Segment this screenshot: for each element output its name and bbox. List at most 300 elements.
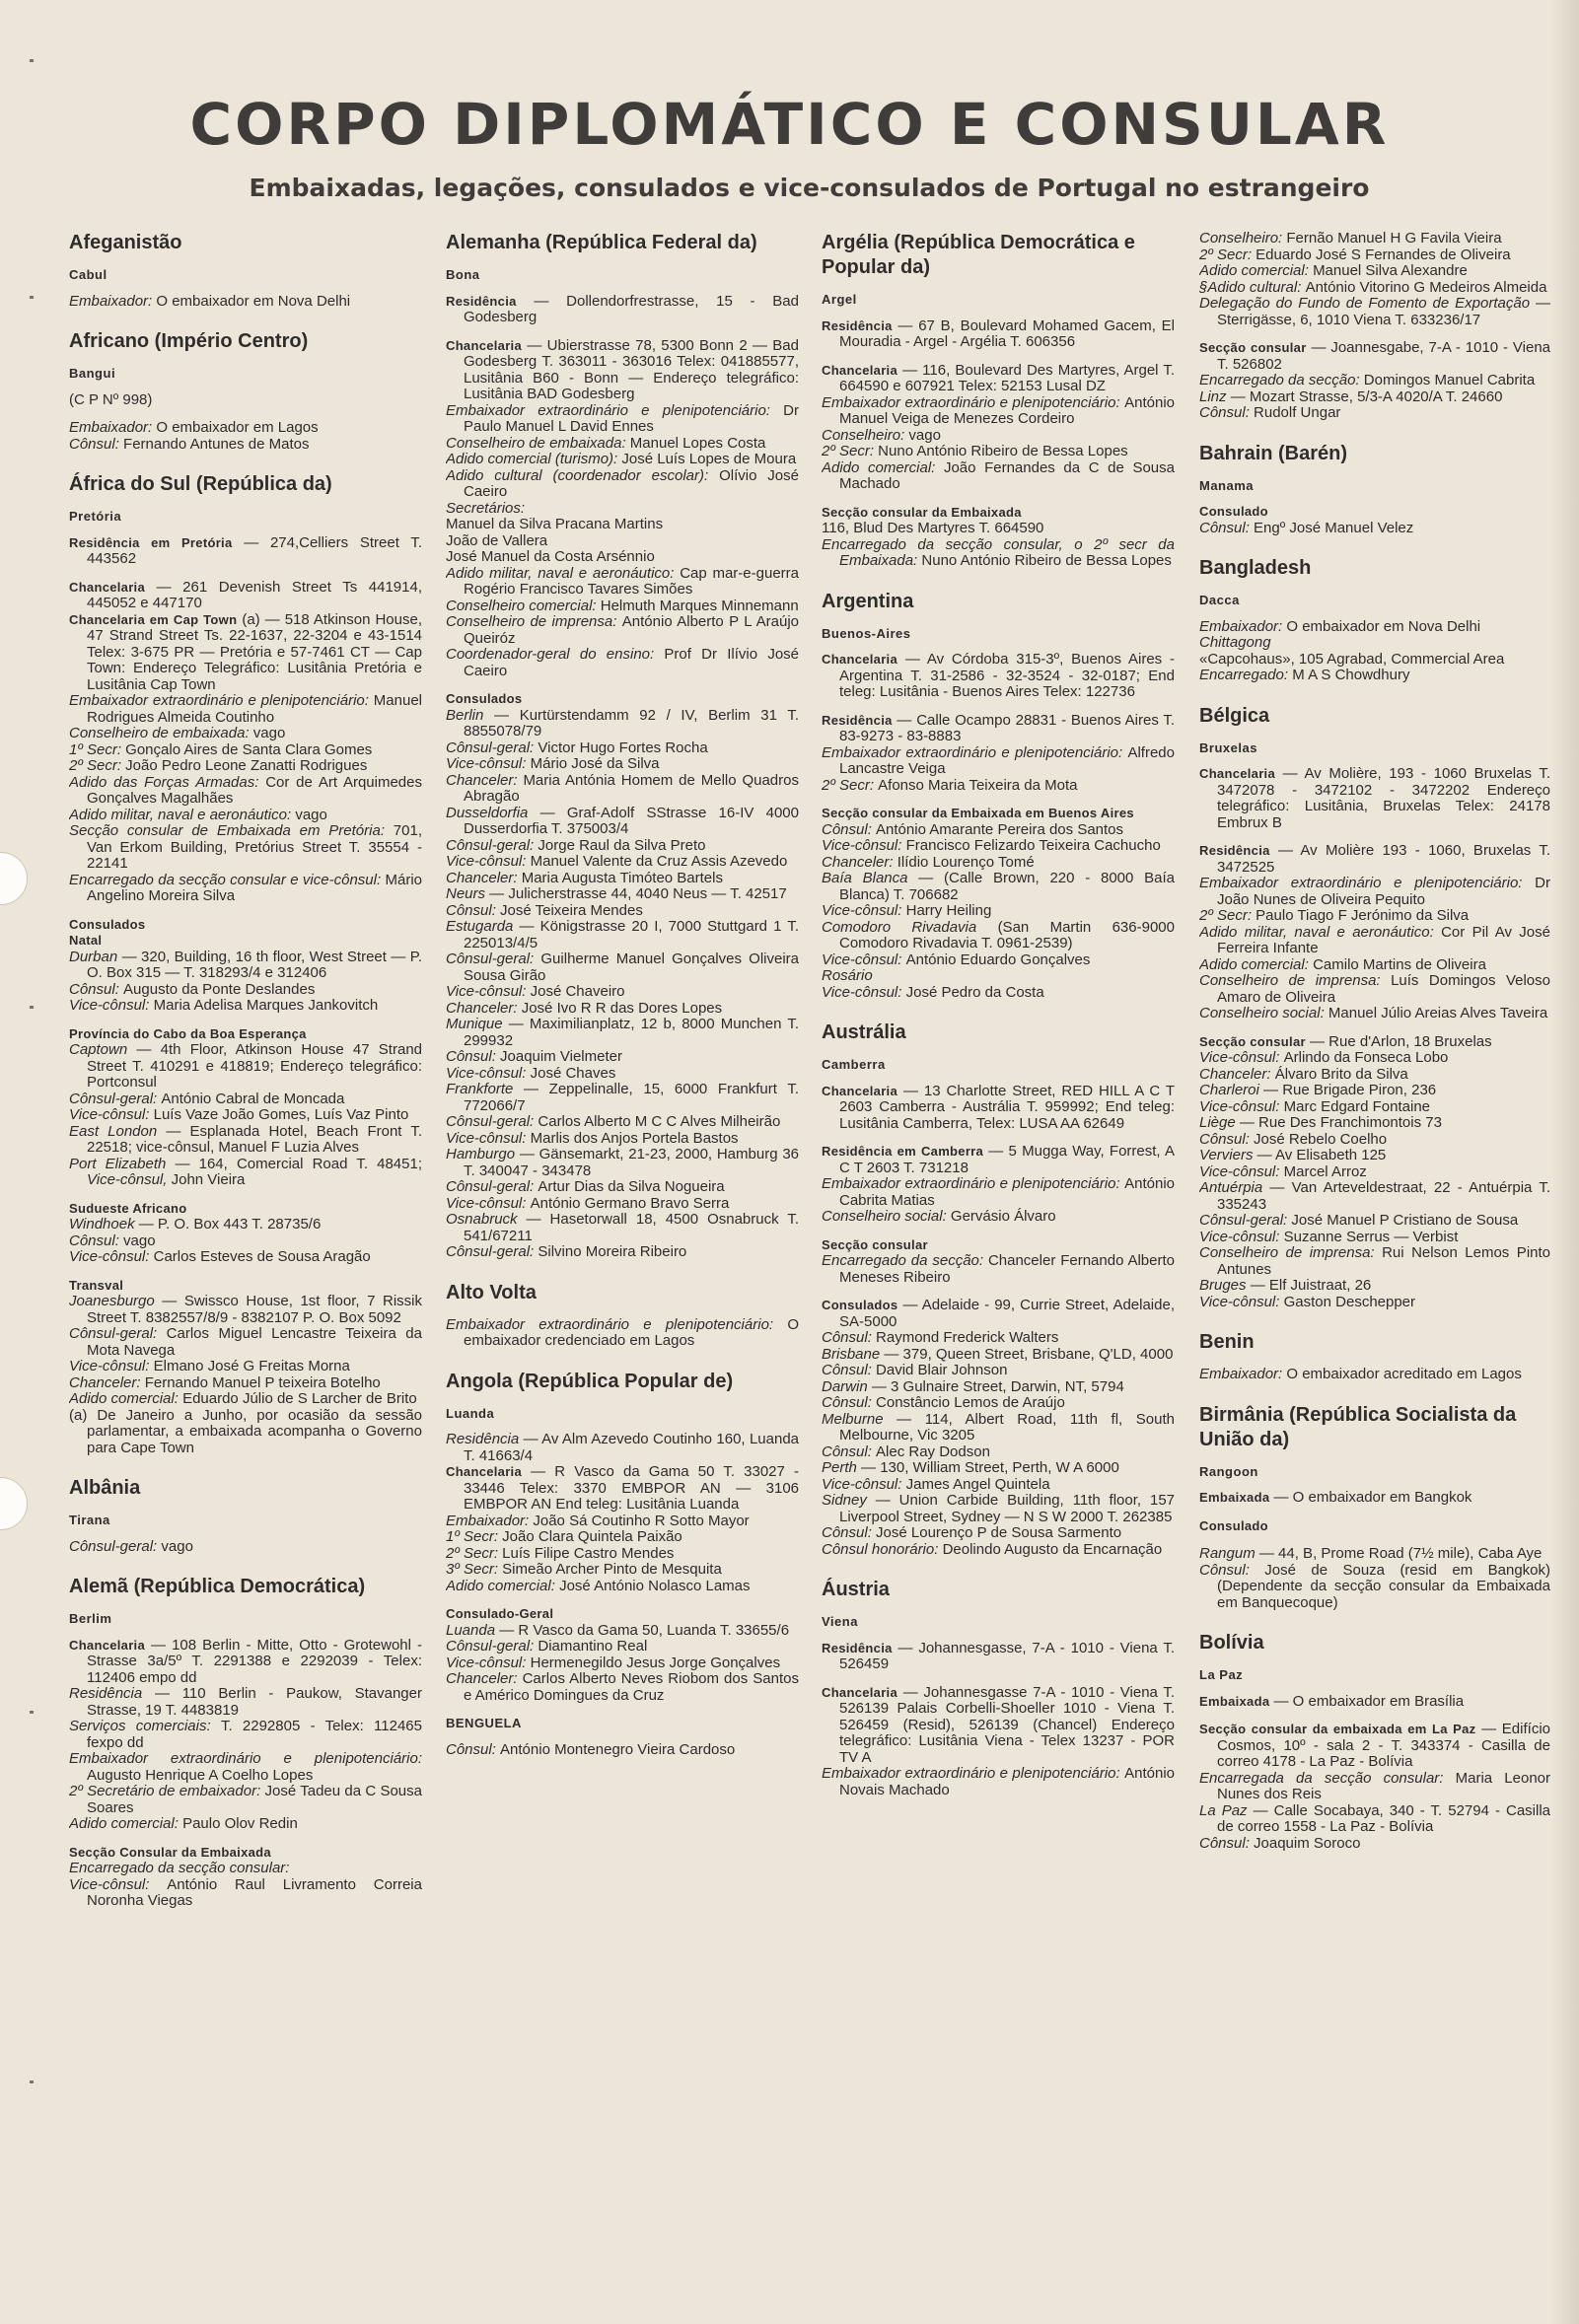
entry-line <box>822 1084 1175 1133</box>
country-heading: Bélgica <box>1199 704 1270 727</box>
entry-text: Maria Augusta Timóteo Bartels <box>521 869 723 886</box>
entry-line <box>446 838 799 855</box>
entry-line <box>1199 876 1550 908</box>
entry-text: — Av Molière, 193 - 1060 Bruxelas T. 3472078 - 3472102 - 3472202 Endereço telegráfico: Lusitânia, Bruxelas Telex: 24178 Embrux B <box>1217 765 1550 831</box>
entry-block <box>69 1638 422 1833</box>
entry-text: Gonçalo Aires de Santa Clara Gomes <box>125 740 373 758</box>
entry-line <box>446 517 799 533</box>
entry-label: Embaixada <box>1199 1490 1270 1505</box>
role-label: La Paz <box>1199 1801 1248 1819</box>
entry-label: Residência <box>822 1640 893 1655</box>
entry-line <box>1199 504 1550 521</box>
entry-line <box>1199 247 1550 264</box>
role-label: Cônsul: <box>69 1232 124 1249</box>
role-label: Adido militar, naval e aeronáutico: <box>1199 923 1442 941</box>
entry-line <box>446 452 799 468</box>
entry-text: Manuel Valente da Cruz Assis Azevedo <box>530 853 788 870</box>
entry-text: José Manuel P Cristiano de Sousa <box>1291 1212 1519 1229</box>
entry-line <box>446 886 799 903</box>
entry-line <box>446 1147 799 1179</box>
entry-text: O embaixador em Nova Delhi <box>156 292 351 310</box>
entry-text: Fernando Antunes de Matos <box>123 435 310 453</box>
entry-line <box>446 647 799 679</box>
entry-text: João Fernandes da C de Sousa Machado <box>839 458 1175 492</box>
role-label: Conselheiro social: <box>822 1208 951 1225</box>
entry-text: — Swissco House, 1st floor, 7 Rissik Street T. 8382557/8/9 - 8382107 P. O. Box 5092 <box>87 1293 422 1326</box>
role-label: Embaixador: <box>1199 617 1287 635</box>
entry-label: Consulados <box>822 1298 898 1312</box>
role-label: Linz <box>1199 387 1227 405</box>
role-label: Adido cultural (coordenador escolar): <box>446 466 720 484</box>
margin-mark <box>30 1711 34 1714</box>
entry-block <box>822 318 1175 351</box>
entry-line <box>69 742 422 759</box>
entry-text: Manuel Lopes Costa <box>629 434 766 452</box>
entry-line <box>69 1157 422 1189</box>
entry-text: Eduardo Júlio de S Larcher de Brito <box>182 1390 417 1407</box>
entry-block <box>69 917 422 1015</box>
entry-line <box>446 1639 799 1655</box>
entry-line <box>69 808 422 824</box>
entry-text: Joaquim Soroco <box>1254 1834 1361 1852</box>
role-label: Dusseldorfia <box>446 804 529 821</box>
entry-text: — Av Alm Azevedo Coutinho 160, Luanda T. 41663/4 <box>464 1431 799 1464</box>
country-heading: Afeganistão <box>69 232 182 253</box>
entry-text: — Dollendorfrestrasse, 15 - Bad Godesberg <box>464 292 799 325</box>
entry-text: Engº José Manuel Velez <box>1254 519 1414 536</box>
city-heading: Tirana <box>69 1513 110 1527</box>
role-label: Chanceler: <box>446 999 522 1017</box>
country-heading: Birmânia (República Socialista da União da) <box>1199 1403 1517 1450</box>
city-heading: Rangoon <box>1199 1463 1258 1479</box>
role-label: 1º Secr: <box>69 740 126 758</box>
entry-line <box>69 1861 422 1877</box>
role-label: Cônsul: <box>446 1740 501 1758</box>
entry-line <box>69 950 422 982</box>
entry-text: — 114, Albert Road, 11th fl, South Melbourne, Vic 3205 <box>839 1410 1175 1444</box>
entry-line <box>69 580 422 612</box>
entry-text: — Van Arteveldestraat, 22 - Antuérpia T. 335243 <box>1217 1179 1550 1213</box>
entry-text: Fernando Manuel P teixeira Botelho <box>144 1373 381 1391</box>
role-label: 3º Secr: <box>446 1561 503 1578</box>
entry-label: Embaixada <box>1199 1693 1270 1709</box>
entry-text: Carlos Esteves de Sousa Aragão <box>153 1248 371 1265</box>
entry-text: — Joannesgabe, 7-A - 1010 - Viena T. 526802 <box>1217 339 1550 373</box>
entry-text: — Rue Brigade Piron, 236 <box>1258 1082 1437 1098</box>
entry-line <box>1199 1148 1550 1164</box>
entry-line <box>69 1719 422 1751</box>
entry-text: — 130, William Street, Perth, W A 6000 <box>856 1459 1119 1476</box>
entry-line <box>446 1317 799 1350</box>
entry-label: Residência em Pretória <box>69 534 233 550</box>
role-label: Residência <box>446 1431 520 1447</box>
entry-line <box>822 1298 1175 1330</box>
entry-line <box>822 505 1175 522</box>
entry-line <box>822 537 1175 570</box>
entry-block <box>822 1144 1175 1226</box>
entry-block <box>822 652 1175 701</box>
entry-text: John Vieira <box>171 1171 246 1188</box>
entry-block <box>69 1539 422 1556</box>
entry-label: Chancelaria <box>822 1684 898 1700</box>
role-label: East London <box>69 1122 158 1140</box>
entry-line <box>822 1379 1175 1396</box>
entry-text: O embaixador em Nova Delhi <box>1286 617 1481 635</box>
entry-line <box>69 1294 422 1326</box>
entry-line <box>446 468 799 501</box>
entry-line <box>1199 1230 1550 1246</box>
role-label: Luanda <box>446 1621 496 1639</box>
entry-line <box>822 460 1175 493</box>
entry-label: Secção consular <box>1199 1033 1306 1049</box>
country-heading: Albânia <box>69 1477 141 1499</box>
entry-line <box>822 1477 1175 1494</box>
entry-text: — P. O. Box 443 T. 28735/6 <box>134 1216 322 1232</box>
entry-text: Arlindo da Fonseca Lobo <box>1283 1049 1449 1066</box>
entry-text: Chanceler Fernando Alberto Meneses Ribeiro <box>839 1252 1175 1286</box>
role-label: Conselheiro: <box>822 426 909 444</box>
role-label: Vice-cônsul: <box>446 1194 531 1212</box>
entry-text: Luís Vaze João Gomes, Luís Vaz Pinto <box>153 1106 409 1123</box>
entry-text: Diamantino Real <box>538 1638 648 1655</box>
entry-text: — Julicherstrasse 44, 4040 Neus — T. 42517 <box>485 885 787 902</box>
city-heading: Camberra <box>822 1057 886 1072</box>
margin-mark <box>30 1006 34 1009</box>
role-label: Embaixador extraordinário e plenipotenciário: <box>822 1765 1125 1782</box>
entry-line <box>822 778 1175 795</box>
entry-block <box>69 420 422 453</box>
entry-text: — Rue Des Franchimontois 73 <box>1235 1114 1442 1131</box>
role-label: Vice-cônsul: <box>446 853 531 870</box>
entry-block <box>446 691 799 1261</box>
role-label: Cônsul-geral: <box>446 951 541 967</box>
entry-line <box>1199 1518 1550 1535</box>
role-label: Brisbane <box>822 1345 881 1363</box>
role-label: Vice-cônsul, <box>87 1171 172 1188</box>
entry-text: José Lourenço P de Sousa Sarmento <box>876 1524 1122 1541</box>
entry-line <box>69 420 422 437</box>
entry-text: Maria Antónia Homem de Mello Quadros Abragão <box>464 771 799 805</box>
entry-label: Chancelaria <box>822 1083 898 1098</box>
role-label: Coordenador-geral do ensino: <box>446 646 665 663</box>
entry-text: Jorge Raul da Silva Preto <box>538 836 706 854</box>
role-label: Antuérpia <box>1199 1179 1263 1196</box>
entry-text: João Sá Coutinho R Sotto Mayor <box>533 1512 750 1529</box>
country-heading: Argentina <box>822 590 914 612</box>
entry-line <box>1199 1836 1550 1853</box>
entry-line <box>1199 263 1550 280</box>
entry-line <box>822 1685 1175 1767</box>
entry-line <box>446 1579 799 1595</box>
entry-text: — Esplanada Hotel, Beach Front T. 22518; vice-cônsul, Manuel F Luzia Alves <box>87 1122 422 1156</box>
role-label: Conselheiro de imprensa: <box>1199 972 1392 989</box>
role-label: Embaixador: <box>69 419 157 436</box>
entry-text: vago <box>908 426 941 444</box>
entry-text: Victor Hugo Fortes Rocha <box>538 739 708 756</box>
entry-text: — 164, Comercial Road T. 48451; <box>166 1155 422 1172</box>
entry-label: Consulado <box>1199 1517 1268 1533</box>
entry-line <box>446 1432 799 1464</box>
role-label: Encarregado da secção consular: <box>69 1860 290 1876</box>
entry-text: — Zeppelinalle, 15, 6000 Frankfurt T. 772066/7 <box>464 1081 799 1114</box>
role-label: Vice-cônsul: <box>446 755 531 772</box>
entry-line <box>446 1562 799 1579</box>
country-heading: Alemanha (República Federal da) <box>446 232 757 253</box>
entry-line <box>69 1686 422 1719</box>
entry-text: — Edifício Cosmos, 10º - sala 2 - T. 343374 - Casilla de correo 4178 - La Paz - Bolívia <box>1217 1721 1550 1770</box>
role-label: 2º Secr: <box>69 757 126 774</box>
entry-text: Rui Nelson Lemos Pinto Antunes <box>1217 1244 1550 1278</box>
entry-label: Chancelaria <box>1199 766 1276 781</box>
entry-text: Gervásio Álvaro <box>950 1208 1056 1225</box>
role-label: Cônsul-geral: <box>69 1325 167 1342</box>
entry-line <box>1199 1803 1550 1836</box>
entry-block <box>446 1432 799 1594</box>
entry-text: Carlos Miguel Lencastre Teixeira da Mota Navega <box>87 1325 422 1359</box>
entry-text: Olívio José Caeiro <box>464 466 799 500</box>
entry-line <box>446 1623 799 1640</box>
entry-text: Luís Filipe Castro Mendes <box>502 1544 675 1562</box>
entry-line <box>822 713 1175 745</box>
role-label: Cônsul: <box>822 1362 877 1378</box>
entry-line <box>446 1066 799 1083</box>
entry-line <box>822 395 1175 428</box>
entry-text: Luís Domingos Veloso Amaro de Oliveira <box>1217 972 1550 1006</box>
entry-text: Mário José da Silva <box>530 755 660 772</box>
entry-block <box>822 505 1175 570</box>
entry-text: — 108 Berlin - Mitte, Otto - Grotewohl - Strasse 3a/5º T. 2291388 e 2292039 - Telex: 112406 empo dd <box>87 1636 422 1686</box>
entry-line <box>1199 1367 1550 1383</box>
entry-text: — Johannesgasse, 7-A - 1010 - Viena T. 526459 <box>839 1639 1175 1672</box>
page-title: CORPO DIPLOMÁTICO E CONSULAR <box>189 91 1390 158</box>
entry-line <box>822 1412 1175 1444</box>
role-label: Osnabruck <box>446 1211 518 1228</box>
entry-line <box>69 1375 422 1392</box>
entry-text: O embaixador em Lagos <box>156 419 319 436</box>
entry-text: — 3 Gulnaire Street, Darwin, NT, 5794 <box>867 1377 1124 1395</box>
entry-block <box>1199 843 1550 1022</box>
entry-label: Secção consular da Embaixada <box>822 504 1022 520</box>
entry-text: Harry Heiling <box>905 902 992 919</box>
role-label: Vice-cônsul: <box>446 1129 531 1147</box>
role-label: Vice-cônsul: <box>1199 1162 1284 1180</box>
entry-text: vago <box>161 1537 193 1555</box>
city-heading: La Paz <box>1199 1667 1244 1682</box>
role-label: Secção consular de Embaixada em Pretória: <box>69 822 394 839</box>
entry-text: — Av Elisabeth 125 <box>1253 1147 1387 1163</box>
entry-text: Marc Edgard Fontaine <box>1283 1097 1431 1115</box>
role-label: Baía Blanca <box>822 870 908 886</box>
entry-line <box>446 614 799 647</box>
entry-text: — Calle Ocampo 28831 - Buenos Aires T. 83-9273 - 83-8883 <box>839 711 1175 744</box>
entry-text: — (Calle Brown, 220 - 8000 Baía Blanca) T. 706682 <box>839 870 1175 903</box>
role-label: Vice-cônsul: <box>822 983 906 1001</box>
role-label: Neurs <box>446 885 486 902</box>
role-label: Conselheiro comercial: <box>446 597 601 614</box>
city-heading: Dacca <box>1199 593 1240 607</box>
entry-line <box>822 968 1175 985</box>
entry-text: José Tadeu da C Sousa Soares <box>87 1783 422 1816</box>
entry-line <box>822 920 1175 952</box>
role-label: Comodoro Rivadavia <box>822 918 977 936</box>
role-label: Vice-cônsul: <box>69 1106 154 1123</box>
entry-line <box>69 1539 422 1556</box>
entry-block <box>1199 231 1550 328</box>
entry-block <box>1199 1367 1550 1383</box>
role-label: 2º Secr: <box>446 1544 503 1562</box>
entry-text: José de Souza (resid em Bangkok) (Dependente da secção consular da Embaixada em Banquecoque) <box>1217 1561 1550 1611</box>
entry-line <box>822 652 1175 701</box>
entry-line <box>1199 1083 1550 1099</box>
role-label: Cônsul: <box>1199 1834 1255 1852</box>
entry-line <box>446 599 799 615</box>
entry-block <box>1199 1546 1550 1611</box>
entry-text: Elmano José G Freitas Morna <box>153 1358 350 1374</box>
entry-block <box>1199 1034 1550 1311</box>
role-label: Embaixador: <box>1199 1366 1287 1382</box>
entry-line <box>446 1212 799 1244</box>
entry-text: Cap mar-e-guerra Rogério Francisco Tavares Simões <box>464 564 799 598</box>
entry-block <box>69 1201 422 1266</box>
entry-text: José Teixeira Mendes <box>500 901 643 919</box>
entry-block <box>446 338 799 680</box>
role-label: Cônsul: <box>822 1329 877 1346</box>
entry-line <box>446 773 799 806</box>
role-label: Encarregado da secção consular, o 2º secr da Embaixada: <box>822 535 1175 569</box>
entry-line <box>446 756 799 773</box>
entry-text: Eduardo José S Fernandes de Oliveira <box>1256 246 1511 263</box>
entry-text: Alfredo Lancastre Veiga <box>839 743 1175 777</box>
entry-text: João de Vallera <box>446 531 548 549</box>
entry-line <box>1199 1050 1550 1067</box>
entry-block <box>446 1742 799 1759</box>
entry-text: — R Vasco da Gama 50 T. 33027 - 33446 Telex: 3370 EMBPOR AN — 3106 EMBPOR AN End teleg: Lusitânia Luanda <box>464 1463 799 1513</box>
entry-label: Chancelaria <box>69 1637 146 1653</box>
role-label: Verviers <box>1199 1147 1254 1163</box>
entry-block <box>69 1845 422 1910</box>
entry-text: — 5 Mugga Way, Forrest, A C T 2603 T. 731218 <box>839 1143 1175 1176</box>
role-label: Vice-cônsul: <box>1199 1049 1284 1066</box>
entry-text: — Union Carbide Building, 11th floor, 157 Liverpool Street, Sydney — N S W 2000 T. 262385 <box>839 1492 1175 1525</box>
role-label: Embaixador: <box>69 292 157 310</box>
entry-label: Chancelaria <box>822 362 898 378</box>
entry-line <box>446 1049 799 1066</box>
role-label: §Adido cultural: <box>1199 278 1306 296</box>
entry-line <box>1199 1132 1550 1149</box>
entry-block <box>822 363 1175 493</box>
entry-line <box>446 403 799 436</box>
column-2 <box>446 231 799 2291</box>
role-label: Munique <box>446 1016 503 1032</box>
entry-text: José Manuel da Costa Arsénnio <box>446 548 655 565</box>
country-heading: Áustria <box>822 1579 890 1600</box>
entry-line <box>69 823 422 873</box>
entry-text: Maria Adelisa Marques Jankovitch <box>153 997 379 1014</box>
entry-line <box>822 838 1175 855</box>
entry-block <box>822 1685 1175 1799</box>
entry-line <box>446 919 799 951</box>
entry-line <box>69 1092 422 1108</box>
role-label: Adido comercial (turismo): <box>446 451 622 467</box>
role-label: Serviços comerciais: <box>69 1718 221 1734</box>
entry-block <box>446 1317 799 1350</box>
role-label: Vice-cônsul: <box>446 1064 531 1082</box>
entry-text: — Elf Juistraat, 26 <box>1246 1277 1372 1294</box>
role-label: 2º Secr: <box>1199 246 1256 263</box>
role-label: Embaixador extraordinário e plenipotenciário: <box>1199 875 1536 891</box>
entry-line <box>822 855 1175 872</box>
entry-line <box>822 903 1175 920</box>
role-label: Secretários: <box>446 499 526 517</box>
entry-line <box>69 294 422 311</box>
entry-text: — 274,Celliers Street T. 443562 <box>87 533 422 567</box>
entry-text: T. 2292805 - Telex: 112465 fexpo dd <box>87 1718 422 1751</box>
role-label: Darwin <box>822 1377 868 1395</box>
role-label: 2º Secr: <box>822 443 879 459</box>
entry-text: Helmuth Marques Minnemann <box>600 597 799 614</box>
entry-line <box>69 612 422 694</box>
city-heading: Viena <box>822 1614 858 1629</box>
entry-text: Afonso Maria Teixeira da Mota <box>878 776 1078 794</box>
city-heading: Argel <box>822 292 857 307</box>
entry-line <box>1199 1099 1550 1116</box>
role-label: Chanceler: <box>1199 1065 1275 1083</box>
role-label: Conselheiro de imprensa: <box>446 613 622 630</box>
entry-text: M A S Chowdhury <box>1292 667 1410 683</box>
entry-text: — 110 Berlin - Paukow, Stavanger Strasse, 19 T. 4483819 <box>87 1685 422 1719</box>
entry-line <box>822 1460 1175 1477</box>
entry-text: — O embaixador em Brasília <box>1269 1692 1465 1710</box>
role-label: Cônsul honorário: <box>822 1540 943 1558</box>
country-heading: Bolívia <box>1199 1632 1264 1654</box>
entry-line <box>69 1391 422 1408</box>
entry-text: Manuel Silva Alexandre <box>1313 262 1468 279</box>
entry-text: — 13 Charlotte Street, RED HILL A C T 2603 Camberra - Austrália T. 959992; End teleg: Lusitânia Camberra, Telex: LUSA AA 62649 <box>839 1082 1175 1132</box>
entry-block <box>1199 1490 1550 1507</box>
entry-line <box>1199 766 1550 831</box>
entry-label: Chancelaria em Cap Town <box>69 611 238 627</box>
role-label: Captown <box>69 1041 128 1058</box>
role-label: 2º Secr: <box>1199 907 1256 924</box>
entry-label: Secção Consular da Embaixada <box>69 1844 271 1860</box>
entry-line <box>822 444 1175 460</box>
entry-line <box>69 1107 422 1124</box>
entry-line <box>822 1237 1175 1254</box>
column-1 <box>69 231 422 2291</box>
entry-text: Paulo Olov Redin <box>182 1815 298 1832</box>
entry-block <box>69 1278 422 1457</box>
entry-line <box>822 318 1175 351</box>
entry-line <box>1199 373 1550 389</box>
role-label: Conselheiro de embaixada: <box>69 725 253 741</box>
entry-line <box>69 982 422 999</box>
city-heading: Bona <box>446 267 480 282</box>
role-label: Vice-cônsul: <box>69 997 154 1014</box>
entry-text: João Clara Quintela Paixão <box>502 1528 682 1545</box>
entry-text: Nuno António Ribeiro de Bessa Lopes <box>921 552 1172 569</box>
entry-text: Marcel Arroz <box>1283 1162 1367 1180</box>
entry-text: José Chaveiro <box>530 983 625 1000</box>
entry-line <box>1199 280 1550 297</box>
entry-label: Residência <box>446 293 517 309</box>
role-label: Chanceler: <box>446 1670 523 1687</box>
role-label: Cônsul-geral: <box>69 1090 162 1107</box>
role-label: Embaixador extraordinário e plenipotenciário: <box>446 401 784 419</box>
entry-line <box>822 428 1175 445</box>
role-label: Vice-cônsul: <box>1199 1228 1284 1245</box>
role-label: Embaixador extraordinário e plenipotenciário: <box>446 1315 788 1333</box>
entry-line <box>69 1408 422 1457</box>
